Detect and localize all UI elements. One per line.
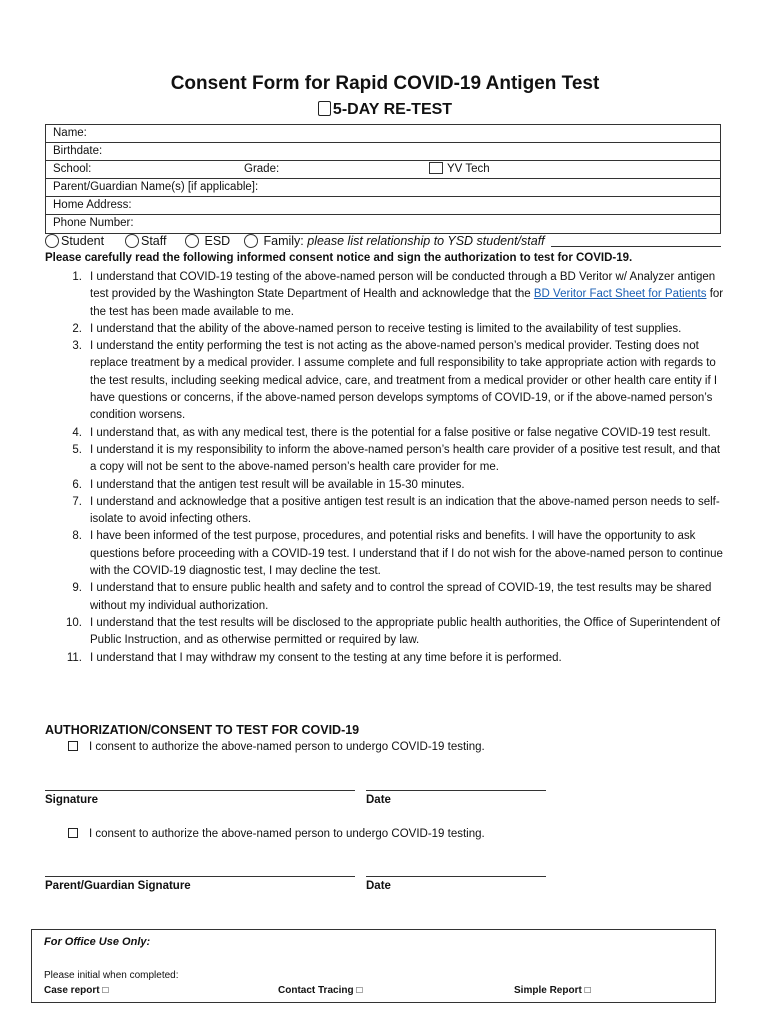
name-label: Name: <box>53 127 87 139</box>
date-line-1[interactable] <box>366 790 546 791</box>
guardian-signature-line[interactable] <box>45 876 355 877</box>
contact-tracing-item[interactable]: Contact Tracing □ <box>278 985 363 996</box>
item-number: 5. <box>72 443 82 456</box>
consent-text-1: I consent to authorize the above-named person to undergo COVID-19 testing. <box>89 741 485 753</box>
item-text: I understand that to ensure public health and safety and to control the spread of COVID-19, the test results may be shared without my individual authorization. <box>90 582 712 612</box>
list-item <box>64 650 724 667</box>
family-radio[interactable] <box>244 234 258 248</box>
guardian-signature-label: Parent/Guardian Signature <box>45 880 191 892</box>
item-number: 3. <box>72 340 82 353</box>
simple-report-item[interactable]: Simple Report □ <box>514 985 591 996</box>
item-number: 2. <box>72 322 82 335</box>
birthdate-label: Birthdate: <box>53 145 103 157</box>
item-number: 8. <box>72 530 82 543</box>
phone-number-field[interactable] <box>46 215 720 233</box>
office-use-box <box>31 929 716 1003</box>
yv-tech-label: YV Tech <box>447 163 490 175</box>
home-address-label: Home Address: <box>53 199 132 211</box>
consent-terms-list <box>64 269 724 667</box>
item-number: 9. <box>72 582 82 595</box>
list-item <box>64 528 724 580</box>
family-note: please list relationship to YSD student/staff <box>307 234 545 248</box>
list-item <box>64 269 724 321</box>
home-address-field[interactable] <box>46 197 720 215</box>
consent-checkbox-2[interactable] <box>68 828 78 838</box>
grade-field[interactable]: Grade: <box>244 163 280 175</box>
office-use-title: For Office Use Only: <box>44 936 151 948</box>
birthdate-field[interactable] <box>46 143 720 161</box>
list-item <box>64 477 724 494</box>
name-field[interactable] <box>46 125 720 143</box>
staff-radio[interactable] <box>125 234 139 248</box>
list-item <box>64 425 724 442</box>
student-label: Student <box>61 234 105 248</box>
guardian-name-label: Parent/Guardian Name(s) [if applicable]: <box>53 181 259 193</box>
item-text: I understand that COVID-19 testing of the above-named person will be conducted through a BD Veritor w/ Analyzer antigen test provided by the Washington State Department of Health and acknowledge that the <box>90 271 716 301</box>
affiliation-row <box>45 234 721 251</box>
yv-tech-option[interactable] <box>429 161 490 178</box>
consent-text-2: I consent to authorize the above-named person to undergo COVID-19 testing. <box>89 828 485 840</box>
item-number: 4. <box>72 426 82 439</box>
family-relationship-line[interactable] <box>551 234 721 247</box>
item-number: 7. <box>72 495 82 508</box>
item-text: I understand and acknowledge that a positive antigen test result is an indication that the above-named person needs to self-isolate to avoid infecting others. <box>90 495 720 526</box>
date-label-1: Date <box>366 794 391 806</box>
item-number: 6. <box>72 478 82 491</box>
item-text: I understand that the ability of the above-named person to receive testing is limited to the availability of test supplies. <box>90 322 682 335</box>
signature-line[interactable] <box>45 790 355 791</box>
phone-number-label: Phone Number: <box>53 217 134 229</box>
list-item <box>64 442 724 477</box>
esd-label: ESD <box>204 234 231 248</box>
consent-option-2[interactable] <box>68 828 485 840</box>
item-text: I understand that I may withdraw my consent to the testing at any time before it is performed. <box>90 651 562 664</box>
item-text: I understand it is my responsibility to inform the above-named person’s health care provider of a positive test result, and that a copy will not be sent to the above-named person’s health care provider for me. <box>90 443 721 474</box>
date-line-2[interactable] <box>366 876 546 877</box>
consent-notice: Please carefully read the following informed consent notice and sign the authorization to test for COVID-19. <box>45 252 633 264</box>
consent-checkbox-1[interactable] <box>68 741 78 751</box>
list-item <box>64 580 724 615</box>
retest-checkbox[interactable] <box>318 101 331 116</box>
consent-option-1[interactable] <box>68 741 485 753</box>
item-number: 10. <box>66 616 82 629</box>
item-number: 11. <box>66 651 82 664</box>
esd-option[interactable] <box>185 234 230 248</box>
student-radio[interactable] <box>45 234 59 248</box>
item-text: for the test has been made available to me. <box>90 288 724 318</box>
retest-label: 5-DAY RE-TEST <box>332 101 453 118</box>
list-item <box>64 615 724 650</box>
signature-label: Signature <box>45 794 99 806</box>
family-label: Family: <box>263 234 304 248</box>
school-field[interactable]: School: <box>53 163 92 175</box>
staff-option[interactable] <box>125 234 166 248</box>
personal-info-table <box>45 124 721 234</box>
item-text: I understand that, as with any medical test, there is the potential for a false positive or false negative COVID-19 test result. <box>90 426 711 439</box>
item-text: I understand that the antigen test result will be available in 15-30 minutes. <box>90 478 465 491</box>
family-option[interactable] <box>244 234 545 248</box>
list-item <box>64 321 724 338</box>
fact-sheet-link[interactable]: BD Veritor Fact Sheet for Patients <box>533 288 707 301</box>
date-label-2: Date <box>366 880 391 892</box>
item-text: I understand that the test results will be disclosed to the appropriate public health authorities, the Office of Superintendent of Public Instruction, and as otherwise permitted or required by law. <box>90 616 721 647</box>
school-row <box>46 161 720 179</box>
office-instruction: Please initial when completed: <box>44 970 179 981</box>
item-text: I have been informed of the test purpose, procedures, and potential risks and benefits. I will have the opportunity to ask questions before proceeding with a COVID-19 test. I understand that if I do not wish for the above-named person to continue with the COVID-19 diagnostic test, I may decline the test. <box>90 530 723 578</box>
authorization-title: AUTHORIZATION/CONSENT TO TEST FOR COVID-19 <box>45 723 360 737</box>
yv-tech-checkbox[interactable] <box>429 162 443 174</box>
retest-heading <box>0 101 770 119</box>
item-text: I understand the entity performing the test is not acting as the above-named person’s medical provider. Testing does not replace treatment by a medical provider. I assume complete and full responsibility to take appropriate action with regards to the test results, including seeking medical advice, care, and treatment from a medical provider or other health care entity if I have questions or concerns, if the above-named person develops symptoms of COVID-19, or if the above-named person’s condition worsens. <box>90 340 718 422</box>
item-number: 1. <box>72 271 82 283</box>
staff-label: Staff <box>141 234 167 248</box>
form-title: Consent Form for Rapid COVID-19 Antigen Test <box>170 73 600 94</box>
esd-radio[interactable] <box>185 234 199 248</box>
list-item <box>64 494 724 529</box>
guardian-name-field[interactable] <box>46 179 720 197</box>
student-option[interactable] <box>45 234 104 248</box>
list-item <box>64 338 724 424</box>
case-report-item[interactable]: Case report □ <box>44 985 109 996</box>
